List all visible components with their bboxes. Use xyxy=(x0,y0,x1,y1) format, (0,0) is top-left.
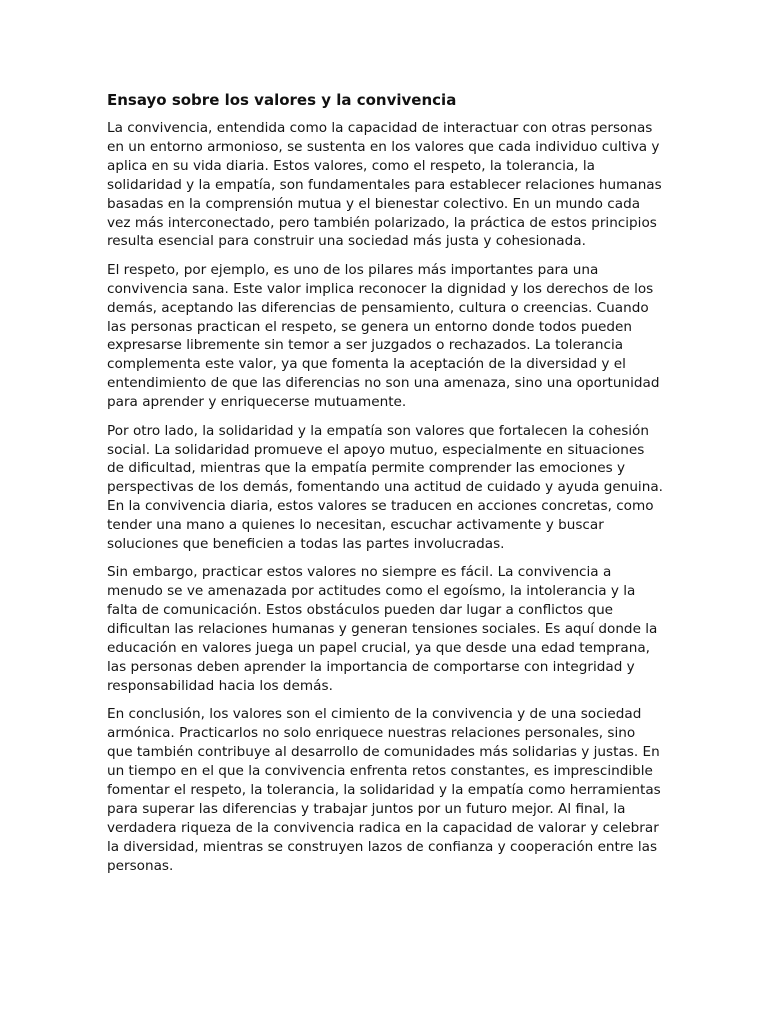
document-page xyxy=(107,89,663,885)
paragraph-solidaridad: Por otro lado, la solidaridad y la empatía son valores que fortalecen la cohesión social. La solidaridad promueve el apoyo mutuo, especialmente en situaciones de dificultad, mientras que la empatía permite comprender las emociones y perspectivas de los demás, fomentando una actitud de cuidado y ayuda genuina. En la convivencia diaria, estos valores se traducen en acciones concretas, como tender una mano a quienes lo necesitan, escuchar activamente y buscar soluciones que beneficien a todas las partes involucradas. xyxy=(107,422,663,553)
paragraph-respeto: El respeto, por ejemplo, es uno de los pilares más importantes para una convivencia sana. Este valor implica reconocer la dignidad y los derechos de los demás, aceptando las diferencias de pensamiento, cultura o creencias. Cuando las personas practican el respeto, se genera un entorno donde todos pueden expresarse libremente sin temor a ser juzgados o rechazados. La tolerancia complementa este valor, ya que fomenta la aceptación de la diversidad y el entendimiento de que las diferencias no son una amenaza, sino una oportunidad para aprender y enriquecerse mutuamente. xyxy=(107,261,660,411)
document-title: Ensayo sobre los valores y la convivencia xyxy=(107,91,457,109)
paragraph-conclusion: En conclusión, los valores son el cimiento de la convivencia y de una sociedad armónica. Practicarlos no solo enriquece nuestras relaciones personales, sino que también contribuye al desarrollo de comunidades más solidarias y justas. En un tiempo en el que la convivencia enfrenta retos constantes, es imprescindible fomentar el respeto, la tolerancia, la solidaridad y la empatía como herramientas para superar las diferencias y trabajar juntos por un futuro mejor. Al final, la verdadera riqueza de la convivencia radica en la capacidad de valorar y celebrar la diversidad, mientras se construyen lazos de confianza y cooperación entre las personas. xyxy=(107,706,661,874)
paragraph-obstaculos: Sin embargo, practicar estos valores no siempre es fácil. La convivencia a menudo se ve amenazada por actitudes como el egoísmo, la intolerancia y la falta de comunicación. Estos obstáculos pueden dar lugar a conflictos que dificultan las relaciones humanas y generan tensiones sociales. Es aquí donde la educación en valores juega un papel crucial, ya que desde una edad temprana, las personas deben aprender la importancia de comportarse con integridad y responsabilidad hacia los demás. xyxy=(107,564,658,694)
paragraph-introduction: La convivencia, entendida como la capacidad de interactuar con otras personas en un entorno armonioso, se sustenta en los valores que cada individuo cultiva y aplica en su vida diaria. Estos valores, como el respeto, la tolerancia, la solidaridad y la empatía, son fundamentales para establecer relaciones humanas basadas en la comprensión mutua y el bienestar colectivo. En un mundo cada vez más interconectado, pero también polarizado, la práctica de estos principios resulta esencial para construir una sociedad más justa y cohesionada. xyxy=(107,120,662,250)
